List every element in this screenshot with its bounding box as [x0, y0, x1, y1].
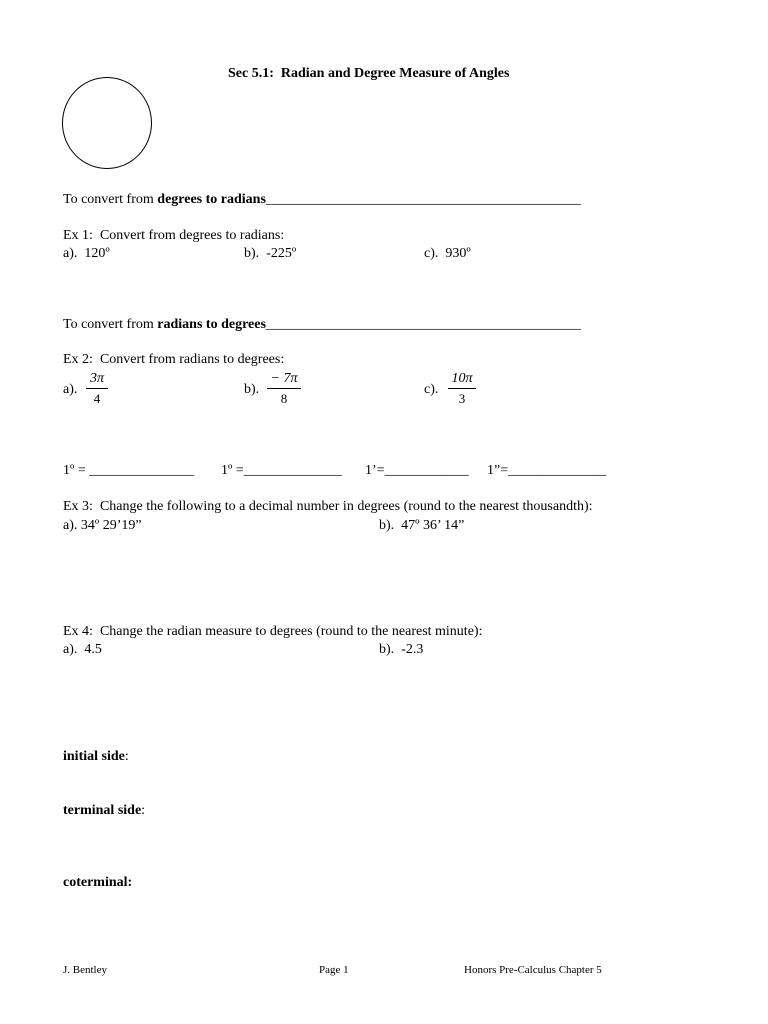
ex2-c-denominator: 3 [458, 391, 466, 406]
ex2-c-numerator: 10π [451, 371, 473, 386]
deg-to-rad-prefix: To convert from [63, 192, 158, 207]
page-title: Sec 5.1: Radian and Degree Measure of Angles [228, 66, 510, 81]
initial-side-term [63, 749, 129, 766]
deg-to-rad-line [63, 192, 581, 209]
ex3-a: a). 34º 29’19” [63, 518, 142, 533]
ex2-a-fraction [86, 372, 108, 405]
ex2-a-label: a). [63, 382, 78, 397]
one-second: 1”=______________ [487, 463, 607, 478]
ex2-b-fraction [267, 372, 301, 405]
terminal-side-colon: : [141, 803, 146, 818]
ex3-b: b). 47º 36’ 14” [379, 518, 465, 533]
initial-side-label: initial side [63, 749, 125, 764]
coterminal-term: coterminal: [63, 875, 133, 890]
one-radian-in-degrees: 1º =______________ [221, 463, 342, 478]
ex1-heading: Ex 1: Convert from degrees to radians: [63, 228, 285, 243]
ex2-heading: Ex 2: Convert from radians to degrees: [63, 352, 285, 367]
ex2-b-label: b). [244, 382, 260, 397]
rad-to-deg-prefix: To convert from [63, 317, 158, 332]
ex1-a: a). 120º [63, 246, 110, 261]
one-degree-in-radians: 1º = _______________ [63, 463, 195, 478]
deg-to-rad-bold: degrees to radians [157, 192, 266, 207]
terminal-side-label: terminal side [63, 803, 142, 818]
ex2-c-fraction [448, 372, 476, 405]
deg-to-rad-blank: _____________________________________________ [265, 192, 581, 207]
footer-author: J. Bentley [63, 964, 107, 976]
rad-to-deg-bold: radians to degrees [157, 317, 266, 332]
ex1-c: c). 930º [424, 246, 471, 261]
rad-to-deg-blank: _____________________________________________ [265, 317, 581, 332]
footer-page-number: Page 1 [319, 964, 349, 976]
initial-side-colon: : [124, 749, 129, 764]
one-minute-label: 1’= [365, 463, 385, 478]
ex3-heading: Ex 3: Change the following to a decimal number in degrees (round to the nearest thousandth): [63, 499, 593, 514]
one-minute [365, 463, 469, 480]
ex2-a-numerator: 3π [89, 371, 104, 386]
rad-to-deg-line [63, 317, 581, 334]
ex2-b-denominator: 8 [280, 391, 288, 406]
circle-diagram [62, 77, 152, 169]
ex4-b: b). -2.3 [379, 642, 424, 657]
ex2-b-numerator: − 7π [270, 371, 298, 386]
ex2-c-label: c). [424, 382, 439, 397]
ex1-b: b). -225º [244, 246, 297, 261]
ex4-heading: Ex 4: Change the radian measure to degrees (round to the nearest minute): [63, 624, 483, 639]
footer-course: Honors Pre-Calculus Chapter 5 [464, 964, 602, 976]
ex4-a: a). 4.5 [63, 642, 102, 657]
one-minute-blank: ____________ [384, 463, 469, 478]
ex2-a-denominator: 4 [93, 391, 101, 406]
terminal-side-term [63, 803, 145, 820]
